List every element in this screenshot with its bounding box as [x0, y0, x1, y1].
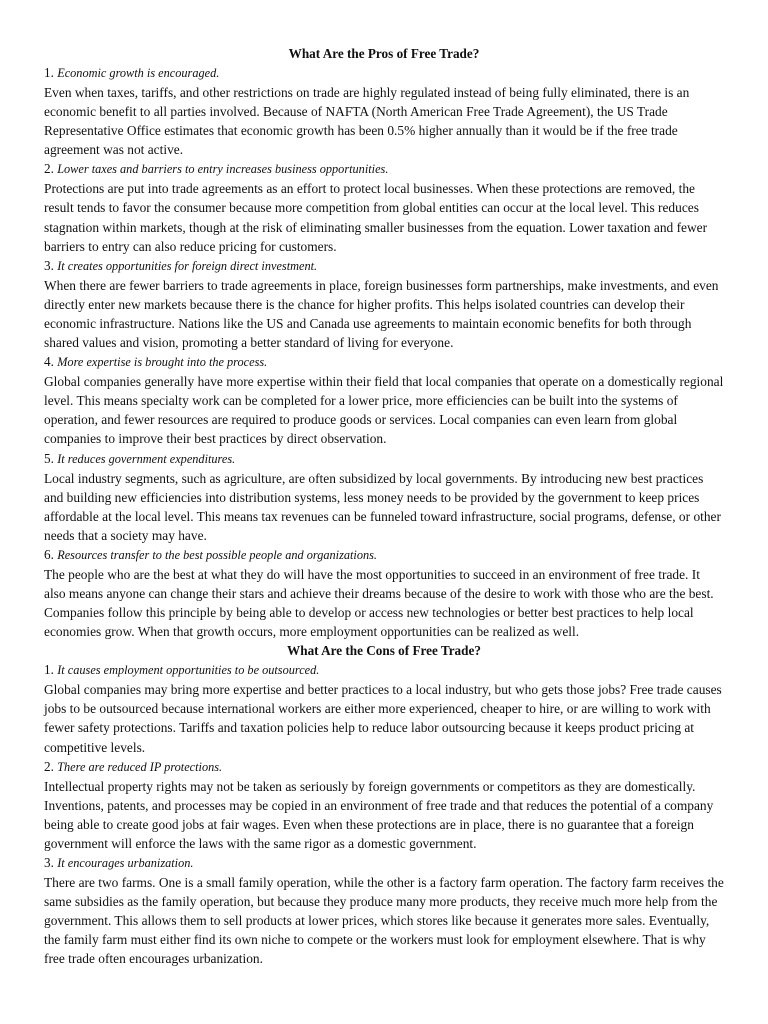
item-body: Even when taxes, tariffs, and other restrictions on trade are highly regulated instead of being fully eliminated, there is an economic benefit to all parties involved. Because of NAFTA (North American Free Trade Agreement), the US Trade Representative Office estimates that economic growth has been 0.5% higher annually than it would be if the free trade agreement was not active.	[44, 85, 690, 158]
pros-title: What Are the Pros of Free Trade?	[288, 46, 480, 61]
item-number: 6.	[44, 546, 54, 562]
item-body: Protections are put into trade agreements as an effort to protect local businesses. When these protections are removed, the result tends to favor the consumer because more competition from global entities can occur at the local level. This reduces stagnation within markets, though at the risk of eliminating smaller businesses from the equation. Lower taxation and fewer barriers to entry can also reduce pricing for customers.	[44, 181, 708, 254]
item-number: 1.	[44, 662, 54, 678]
item-body: The people who are the best at what they do will have the most opportunities to succeed in an environment of free trade. It also means anyone can change their stars and achieve their dreams because of the desire to work with those who are the best. Companies follow this principle by being able to develop or access new technologies or better best practices to help local economies grow. When that growth occurs, more employment opportunities can be realized as well.	[44, 566, 714, 640]
item-heading: More expertise is brought into the process.	[57, 355, 268, 370]
pro-item-4	[44, 352, 724, 448]
item-number: 3.	[44, 257, 54, 273]
item-number: 4.	[44, 354, 54, 370]
item-heading: Economic growth is encouraged.	[57, 66, 220, 80]
item-body: Global companies may bring more expertise and better practices to a local industry, but who gets those jobs? Free trade causes jobs to be outsourced because international workers are either more experienced, cheaper to hire, or are willing to work with fewer safety protections. Tariffs and taxation policies help to reduce labor outsourcing because it keeps product pricing at competitive levels.	[44, 682, 722, 755]
item-heading: Resources transfer to the best possible people and organizations.	[57, 547, 377, 562]
pro-item-2	[44, 159, 724, 255]
item-body: There are two farms. One is a small family operation, while the other is a factory farm operation. The factory farm receives the same subsidies as the family operation, but because they produce many more products, they receive much more help from the government. This allows them to sell products at lower prices, which stores like because it generates more sales. Eventually, the family farm must either find its own niche to compete or the workers must look for employment elsewhere. That is why free trade often encourages urbanization.	[44, 875, 724, 967]
item-heading: It creates opportunities for foreign direct investment.	[57, 258, 318, 273]
item-heading: Lower taxes and barriers to entry increases business opportunities.	[57, 162, 389, 177]
item-number: 2.	[44, 161, 54, 177]
item-number: 1.	[44, 65, 54, 80]
item-body: Local industry segments, such as agriculture, are often subsidized by local governments. By introducing new best practices and building new efficiencies into distribution systems, less money needs to be provided by the government to keep prices affordable at the local level. This means tax revenues can be funneled toward infrastructure, social programs, defense, or other needs that a society may have.	[44, 470, 721, 543]
item-number: 5.	[44, 450, 54, 466]
con-item-1	[44, 660, 724, 756]
item-body: Global companies generally have more expertise within their field that local companies that operate on a domestically regional level. This means specialty work can be completed for a lower price, more efficiencies can be built into the systems of operation, and fewer resources are required to produce goods or services. Local companies can even learn from global companies to improve their best practices by direct observation.	[44, 374, 724, 447]
pro-item-3	[44, 256, 724, 352]
item-heading: It encourages urbanization.	[57, 856, 194, 870]
con-item-3	[44, 853, 724, 968]
item-heading: There are reduced IP protections.	[57, 759, 223, 774]
item-number: 3.	[44, 855, 54, 870]
item-heading: It causes employment opportunities to be outsourced.	[57, 663, 320, 678]
pro-item-5	[44, 449, 724, 545]
item-body: When there are fewer barriers to trade agreements in place, foreign businesses form partnerships, make investments, and even directly enter new markets because there is the chance for higher profits. This helps isolated countries can develop their economic infrastructure. Nations like the US and Canada use agreements to maintain economic benefits for both through shared values and vision, promoting a better standard of living for everyone.	[44, 277, 719, 351]
pro-item-1	[44, 63, 724, 159]
cons-title: What Are the Cons of Free Trade?	[287, 643, 481, 659]
pro-item-6	[44, 545, 724, 641]
item-body: Intellectual property rights may not be taken as seriously by foreign governments or competitors as they are domestically. Inventions, patents, and processes may be copied in an environment of free trade and that reduces the potential of a company being able to create good jobs at fair wages. Even when these protections are in place, there is no guarantee that a foreign government will enforce the laws with the same rigor as a domestic government.	[44, 778, 714, 851]
item-heading: It reduces government expenditures.	[57, 451, 236, 466]
item-number: 2.	[44, 758, 54, 774]
con-item-2	[44, 757, 724, 853]
